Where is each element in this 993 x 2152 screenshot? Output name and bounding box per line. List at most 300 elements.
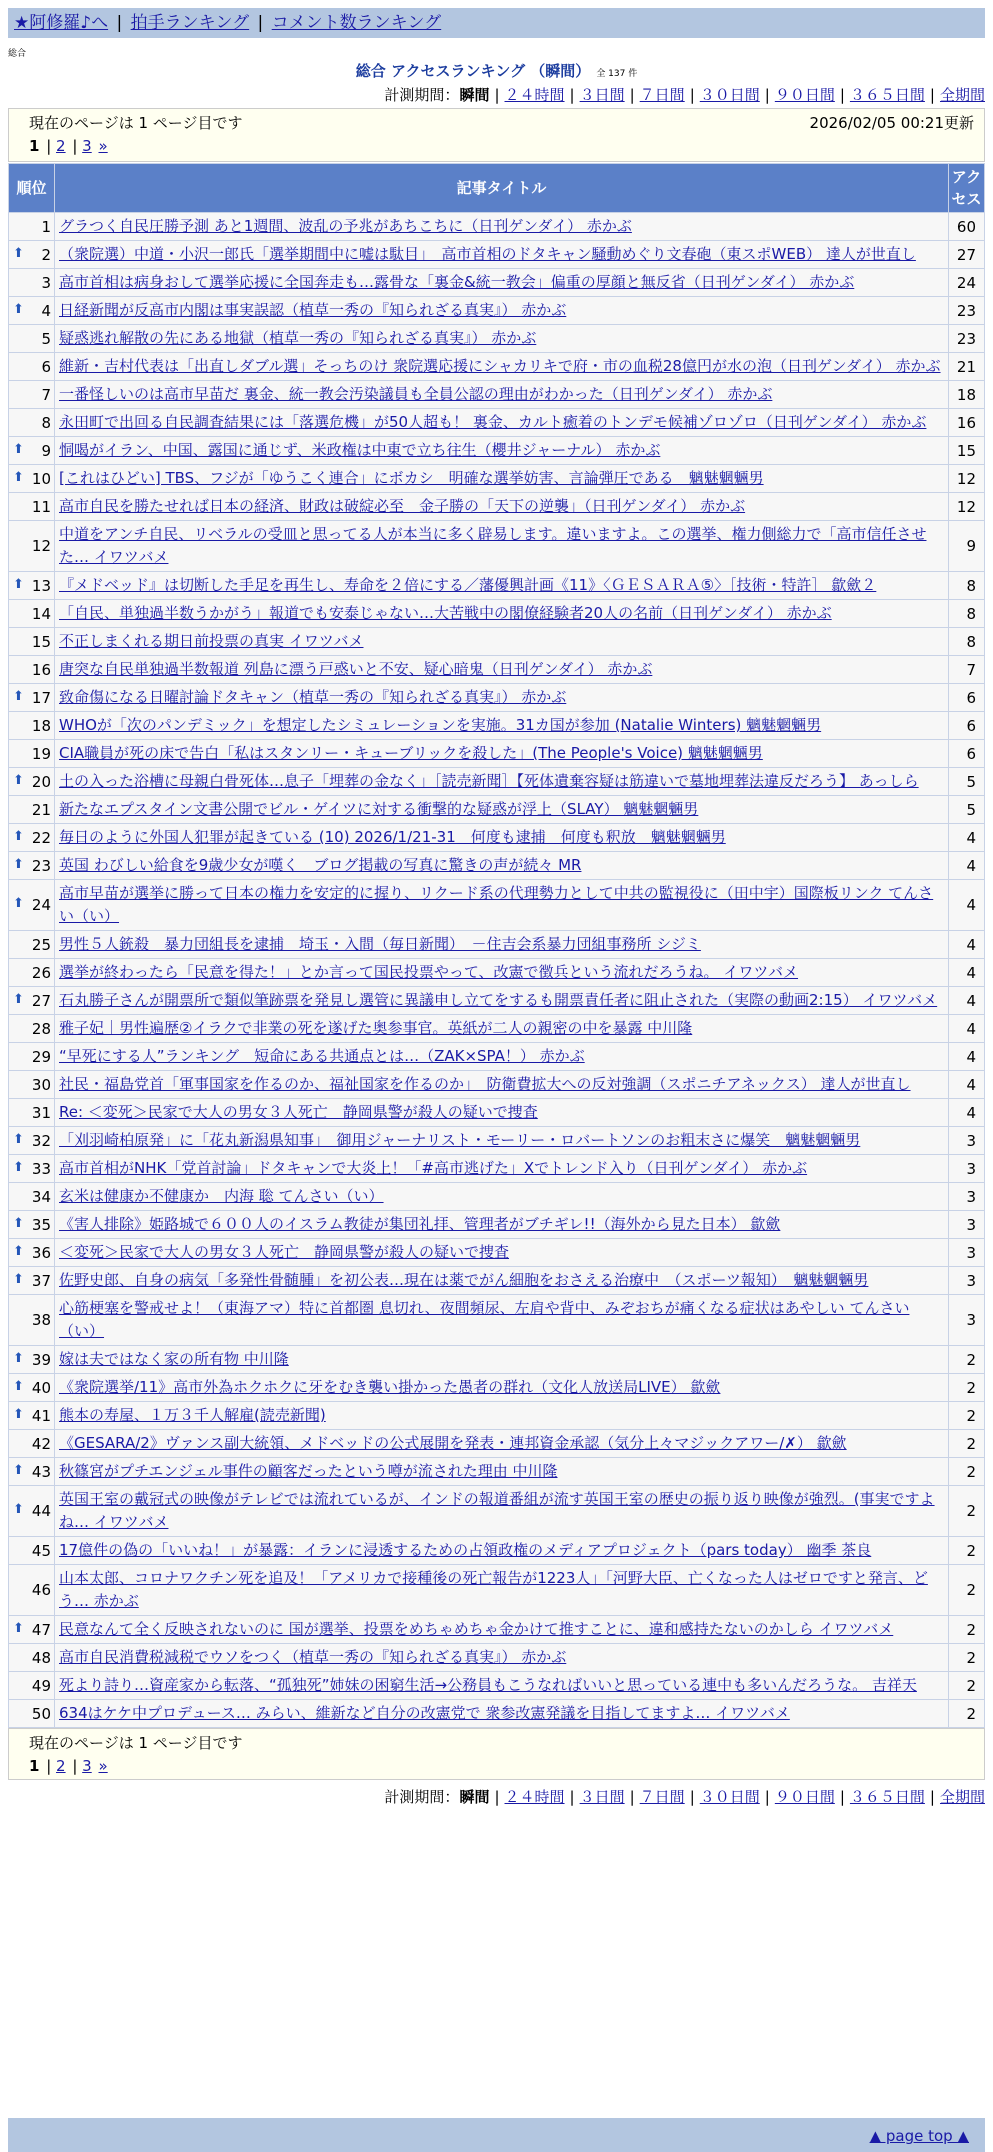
article-link[interactable]: 《害人排除》姫路城で６００人のイスラム教徒が集団礼拝、管理者がブチギレ!!（海外から見た日本） 歙歛 <box>59 1215 781 1233</box>
access-count: 3 <box>949 1239 985 1267</box>
table-row <box>9 381 985 409</box>
title-header: 記事タイトル <box>55 164 949 213</box>
access-count: 18 <box>949 381 985 409</box>
separator: | <box>929 86 935 104</box>
up-arrow-icon: ⬆ <box>13 1215 24 1231</box>
article-link[interactable]: 致命傷になる日曜討論ドタキャン（植草一秀の『知られざる真実』） 赤かぶ <box>59 688 567 706</box>
up-arrow-icon: ⬆ <box>13 1620 24 1636</box>
table-row <box>9 824 985 852</box>
rank-cell <box>9 325 55 353</box>
table-row <box>9 1043 985 1071</box>
table-row <box>9 1183 985 1211</box>
article-link[interactable]: 17億件の偽の「いいね！」が暴露：イランに浸透するための占領政権のメディアプロジェクト（pars today） 幽季 茶良 <box>59 1541 872 1559</box>
table-row <box>9 1486 985 1537</box>
pager-next[interactable]: » <box>98 137 108 155</box>
rank-number: 31 <box>31 1103 51 1122</box>
access-count: 4 <box>949 987 985 1015</box>
rank-number: 45 <box>31 1541 51 1560</box>
separator: | <box>689 1788 695 1806</box>
rank-number: 24 <box>31 896 51 914</box>
updated-timestamp: 2026/02/05 00:21更新 <box>809 114 974 132</box>
rank-number: 35 <box>31 1215 51 1234</box>
footer-bar <box>8 2118 985 2152</box>
rank-number: 36 <box>31 1243 51 1262</box>
rank-number: 37 <box>31 1271 51 1290</box>
title-cell <box>55 1374 949 1402</box>
access-count: 2 <box>949 1346 985 1374</box>
article-link[interactable]: 秋篠宮がプチエンジェル事件の顧客だったという噂が流された理由 中川隆 <box>59 1462 558 1480</box>
pager-current: 1 <box>29 1757 40 1775</box>
up-arrow-icon: ⬆ <box>13 1502 24 1517</box>
access-count: 60 <box>949 213 985 241</box>
rank-cell <box>9 241 55 269</box>
home-link[interactable]: ★阿修羅♪へ <box>14 13 109 33</box>
title-cell <box>55 353 949 381</box>
title-cell <box>55 381 949 409</box>
table-row <box>9 712 985 740</box>
period-4[interactable]: ３０日間 <box>699 1788 760 1806</box>
article-link[interactable]: 《衆院選挙/11》高市外為ホクホクに牙をむき襲い掛かった愚者の群れ（文化人放送局LIVE） 歙歛 <box>59 1378 721 1396</box>
period-4[interactable]: ３０日間 <box>699 86 760 104</box>
access-count: 2 <box>949 1402 985 1430</box>
pager-link-2[interactable]: 2 <box>56 1757 66 1775</box>
title-cell <box>55 1700 949 1728</box>
access-count: 4 <box>949 880 985 931</box>
title-cell <box>55 959 949 987</box>
period-3[interactable]: ７日間 <box>639 86 685 104</box>
article-link[interactable]: 石丸勝子さんが開票所で類似筆跡票を発見し選管に異議申し立てをするも開票責任者に阻止された（実際の動画2:15） イワツバメ <box>59 991 938 1009</box>
article-link[interactable]: 恫喝がイラン、中国、露国に通じず、米政権は中東で立ち往生（櫻井ジャーナル） 赤かぶ <box>59 441 661 459</box>
article-link[interactable]: 《GESARA/2》ヴァンス副大統領、メドベッドの公式展開を発表・連邦資金承認（気分上々マジックアワー/✗） 歙歛 <box>59 1434 847 1452</box>
table-row <box>9 1616 985 1644</box>
title-cell <box>55 1346 949 1374</box>
article-link[interactable]: 高市自民を勝たせれば日本の経済、財政は破綻必至 金子勝の「天下の逆襲」（日刊ゲンダイ） 赤かぶ <box>59 497 746 515</box>
rank-cell <box>9 852 55 880</box>
rank-number: 44 <box>31 1502 51 1520</box>
access-count: 3 <box>949 1183 985 1211</box>
article-link[interactable]: 選挙が終わったら「民意を得た！」とか言って国民投票やって、改憲で徴兵という流れだろうね。 イワツバメ <box>59 963 799 981</box>
title-cell <box>55 437 949 465</box>
table-row <box>9 465 985 493</box>
ranking-table <box>8 163 985 1728</box>
access-count: 21 <box>949 353 985 381</box>
title-cell <box>55 1267 949 1295</box>
current-page-text: 現在のページは 1 ページ目です <box>29 114 243 132</box>
rank-cell <box>9 1127 55 1155</box>
period-7[interactable]: 全期間 <box>939 86 985 104</box>
table-row <box>9 325 985 353</box>
article-link[interactable]: 社民・福島党首「軍事国家を作るのか、福祉国家を作るのか」 防衛費拡大への反対強調（スポニチアネックス） 達人が世直し <box>59 1075 911 1093</box>
title-cell <box>55 1402 949 1430</box>
rank-number: 7 <box>41 385 51 404</box>
rank-number: 48 <box>31 1648 51 1667</box>
period-6[interactable]: ３６５日間 <box>849 1788 925 1806</box>
rank-number: 29 <box>31 1047 51 1066</box>
rank-cell <box>9 1239 55 1267</box>
rank-number: 18 <box>31 716 51 735</box>
title-cell <box>55 1486 949 1537</box>
article-link[interactable]: 玄米は健康か不健康か 内海 聡 てんさい（い） <box>59 1187 384 1205</box>
rank-number: 10 <box>31 469 51 488</box>
period-0: 瞬間 <box>459 1788 490 1806</box>
rank-cell <box>9 381 55 409</box>
table-row <box>9 684 985 712</box>
rank-number: 33 <box>31 1159 51 1178</box>
separator: | <box>764 86 770 104</box>
up-arrow-icon: ⬆ <box>13 688 24 704</box>
table-row <box>9 768 985 796</box>
access-count: 2 <box>949 1700 985 1728</box>
separator: | <box>764 1788 770 1806</box>
current-page-text: 現在のページは 1 ページ目です <box>29 1734 243 1752</box>
title-cell <box>55 409 949 437</box>
title-cell <box>55 712 949 740</box>
title-cell <box>55 269 949 297</box>
title-cell <box>55 1295 949 1346</box>
title-cell <box>55 521 949 572</box>
article-link[interactable]: 疑惑逃れ解散の先にある地獄（植草一秀の『知られざる真実』） 赤かぶ <box>59 329 537 347</box>
access-count: 5 <box>949 768 985 796</box>
table-row <box>9 1644 985 1672</box>
rank-cell <box>9 1211 55 1239</box>
period-3[interactable]: ７日間 <box>639 1788 685 1806</box>
pager-box-top <box>8 108 985 162</box>
title-cell <box>55 852 949 880</box>
article-link[interactable]: 不正しまくれる期日前投票の真実 イワツバメ <box>59 632 364 650</box>
rank-number: 41 <box>31 1406 51 1425</box>
up-arrow-icon: ⬆ <box>13 856 24 872</box>
access-count: 3 <box>949 1267 985 1295</box>
rank-cell <box>9 684 55 712</box>
article-link[interactable]: 維新・吉村代表は「出直しダブル選」そっちのけ 衆院選応援にシャカリキで府・市の血税28億円が水の泡（日刊ゲンダイ） 赤かぶ <box>59 357 941 375</box>
comment-ranking-link[interactable]: コメント数ランキング <box>271 13 442 33</box>
article-link[interactable]: 高市首相は病身おして選挙応援に全国奔走も…露骨な「裏金&統一教会」偏重の厚顔と無反省（日刊ゲンダイ） 赤かぶ <box>59 273 855 291</box>
title-cell <box>55 880 949 931</box>
title-cell <box>55 824 949 852</box>
table-row <box>9 1267 985 1295</box>
access-count: 7 <box>949 656 985 684</box>
rank-number: 19 <box>31 744 51 763</box>
title-cell <box>55 572 949 600</box>
access-count: 12 <box>949 465 985 493</box>
table-row <box>9 656 985 684</box>
access-count: 2 <box>949 1486 985 1537</box>
title-cell <box>55 1155 949 1183</box>
rank-cell <box>9 269 55 297</box>
up-arrow-icon: ⬆ <box>13 441 24 457</box>
up-arrow-icon: ⬆ <box>13 1350 24 1366</box>
table-row <box>9 1211 985 1239</box>
table-row <box>9 241 985 269</box>
article-link[interactable]: 民意なんて全く反映されないのに 国が選挙、投票をめちゃめちゃ金かけて推すことに、違和感持たないのかしら イワツバメ <box>59 1620 894 1638</box>
access-count: 2 <box>949 1616 985 1644</box>
article-link[interactable]: ＜変死＞民家で大人の男女３人死亡 静岡県警が殺人の疑いで捜査 <box>59 1243 510 1261</box>
rank-cell <box>9 1430 55 1458</box>
rank-cell <box>9 1565 55 1616</box>
access-count: 3 <box>949 1155 985 1183</box>
table-row <box>9 1700 985 1728</box>
up-arrow-icon: ⬆ <box>13 1378 24 1394</box>
table-row <box>9 493 985 521</box>
separator: | <box>41 137 57 155</box>
article-link[interactable]: 土の入った浴槽に母親白骨死体…息子「埋葬の金なく」［読売新聞］【死体遺棄容疑は筋違いで墓地埋葬法違反だろう】 あっしら <box>59 772 919 790</box>
access-count: 3 <box>949 1211 985 1239</box>
access-count: 6 <box>949 740 985 768</box>
table-row <box>9 1155 985 1183</box>
article-link[interactable]: 中道をアンチ自民、リベラルの受皿と思ってる人が本当に多く辟易します。違いますよ。この選挙、権力側総力で「高市信任させた… イワツバメ <box>59 525 927 566</box>
period-2[interactable]: ３日間 <box>579 86 625 104</box>
up-arrow-icon: ⬆ <box>13 1159 24 1175</box>
article-link[interactable]: 一番怪しいのは高市早苗だ 裏金、統一教会汚染議員も全員公認の理由がわかった（日刊ゲンダイ） 赤かぶ <box>59 385 773 403</box>
period-label: 計測期間： <box>384 86 460 104</box>
article-link[interactable]: 英国 わびしい給食を9歳少女が嘆く ブログ掲載の写真に驚きの声が続々 MR <box>59 856 582 874</box>
rank-cell <box>9 437 55 465</box>
rank-number: 25 <box>31 935 51 954</box>
rank-cell <box>9 656 55 684</box>
article-link[interactable]: 山本太郎、コロナワクチン死を追及！「アメリカで接種後の死亡報告が1223人」「河野大臣、亡くなった人はゼロですと発言、どう… 赤かぶ <box>59 1569 928 1610</box>
article-link[interactable]: CIA職員が死の床で告白「私はスタンリー・キューブリックを殺した」(The People's Voice) 魑魅魍魎男 <box>59 744 763 762</box>
rank-cell <box>9 824 55 852</box>
access-count: 24 <box>949 269 985 297</box>
access-count: 3 <box>949 1127 985 1155</box>
rank-number: 3 <box>41 273 51 292</box>
up-arrow-icon: ⬆ <box>13 828 24 844</box>
table-row <box>9 959 985 987</box>
table-row <box>9 1458 985 1486</box>
access-count: 3 <box>949 1295 985 1346</box>
separator: | <box>494 86 500 104</box>
article-link[interactable]: WHOが「次のパンデミック」を想定したシミュレーションを実施。31カ国が参加 (Natalie Winters) 魑魅魍魎男 <box>59 716 822 734</box>
rank-cell <box>9 1015 55 1043</box>
table-row <box>9 269 985 297</box>
up-arrow-icon: ⬆ <box>13 245 24 261</box>
period-1[interactable]: ２４時間 <box>504 86 565 104</box>
up-arrow-icon: ⬆ <box>13 1243 24 1259</box>
rank-number: 46 <box>31 1581 51 1599</box>
up-arrow-icon: ⬆ <box>13 576 24 592</box>
rank-number: 27 <box>31 991 51 1010</box>
rank-number: 9 <box>41 441 51 460</box>
title-cell <box>55 796 949 824</box>
separator: | <box>116 13 123 33</box>
access-count: 2 <box>949 1374 985 1402</box>
access-count: 23 <box>949 297 985 325</box>
period-selector <box>384 84 985 105</box>
up-arrow-icon: ⬆ <box>13 469 24 485</box>
rank-number: 21 <box>31 800 51 819</box>
title-cell <box>55 1644 949 1672</box>
title-cell <box>55 1672 949 1700</box>
rank-header: 順位 <box>9 164 55 213</box>
article-link[interactable]: 熊本の寿屋、１万３千人解雇(読売新聞) <box>59 1406 326 1424</box>
article-link[interactable]: 男性５人銃殺 暴力団組長を逮捕 埼玉・入間（毎日新聞） －住吉会系暴力団組事務所 シジミ <box>59 935 701 953</box>
pager-box-bottom <box>8 1728 985 1780</box>
access-count: 2 <box>949 1644 985 1672</box>
title-cell <box>55 325 949 353</box>
up-arrow-icon: ⬆ <box>13 772 24 788</box>
period-label: 計測期間： <box>384 1788 460 1806</box>
article-link[interactable]: Re: ＜変死＞民家で大人の男女３人死亡 静岡県警が殺人の疑いで捜査 <box>59 1103 538 1121</box>
period-7[interactable]: 全期間 <box>939 1788 985 1806</box>
table-row <box>9 740 985 768</box>
separator: | <box>839 86 845 104</box>
rank-number: 42 <box>31 1434 51 1453</box>
total-count: 全 137 件 <box>596 69 638 79</box>
page-top-link[interactable]: ▲ page top ▲ <box>869 2127 969 2145</box>
article-link[interactable]: 雅子妃｜男性遍歴②イラクで非業の死を遂げた奥参事官。英紙が二人の親密の中を暴露 中川隆 <box>59 1019 693 1037</box>
article-link[interactable]: 634はケケ中プロデュース… みらい、維新など自分の改憲党で 衆参改憲発議を目指してますよ… イワツバメ <box>59 1704 790 1722</box>
table-row <box>9 931 985 959</box>
rank-cell <box>9 1700 55 1728</box>
access-count: 2 <box>949 1430 985 1458</box>
article-link[interactable]: グラつく自民圧勝予測 あと1週間、波乱の予兆があちこちに（日刊ゲンダイ） 赤かぶ <box>59 217 632 235</box>
separator: | <box>569 86 575 104</box>
rank-cell <box>9 1099 55 1127</box>
article-link[interactable]: 佐野史郎、自身の病気「多発性骨髄腫」を初公表…現在は薬でがん細胞をおさえる治療中 （スポーツ報知） 魑魅魍魎男 <box>59 1271 869 1289</box>
article-link[interactable]: 心筋梗塞を警戒せよ！（東海アマ）特に首都圏 息切れ、夜間頻尿、左肩や背中、みぞおちが痛くなる症状はあやしい てんさい（い） <box>59 1299 910 1340</box>
separator: | <box>929 1788 935 1806</box>
table-row <box>9 1565 985 1616</box>
table-row <box>9 628 985 656</box>
separator: | <box>67 1757 83 1775</box>
title-cell <box>55 1071 949 1099</box>
access-count: 12 <box>949 493 985 521</box>
rank-cell <box>9 628 55 656</box>
table-row <box>9 1099 985 1127</box>
rank-number: 38 <box>31 1311 51 1329</box>
rank-cell <box>9 959 55 987</box>
table-row <box>9 1402 985 1430</box>
rank-cell <box>9 297 55 325</box>
access-count: 4 <box>949 931 985 959</box>
article-link[interactable]: 英国王室の戴冠式の映像がテレビでは流れているが、インドの報道番組が流す英国王室の歴史の振り返り映像が強烈。(事実ですよね… イワツバメ <box>59 1490 935 1531</box>
article-link[interactable]: 『メドベッド』は切断した手足を再生し、寿命を２倍にする／藩優興計画《11》〈ＧＥＳＡＲＡ⑤〉［技術・特許］ 歙歛２ <box>59 576 877 594</box>
rank-number: 4 <box>41 301 51 320</box>
article-link[interactable]: 死より詩り…資産家から転落、“孤独死”姉妹の困窮生活→公務員もこうなればいいと思っている連中も多いんだろうな。 吉祥天 <box>59 1676 917 1694</box>
table-row <box>9 796 985 824</box>
applause-ranking-link[interactable]: 拍手ランキング <box>130 13 250 33</box>
article-link[interactable]: 高市首相がNHK「党首討論」ドタキャンで大炎上！「#高市逃げた」Xでトレンド入り（日刊ゲンダイ） 赤かぶ <box>59 1159 808 1177</box>
title-cell <box>55 1430 949 1458</box>
rank-cell <box>9 1458 55 1486</box>
table-row <box>9 572 985 600</box>
rank-number: 11 <box>31 497 51 516</box>
title-cell <box>55 465 949 493</box>
pager-current: 1 <box>29 137 40 155</box>
table-row <box>9 1295 985 1346</box>
rank-cell <box>9 493 55 521</box>
pager-next[interactable]: » <box>98 1757 108 1775</box>
article-link[interactable]: 「刈羽崎柏原発」に「花丸新潟県知事」 御用ジャーナリスト・モーリー・ロバートソンのお粗末さに爆笑 魑魅魍魎男 <box>59 1131 861 1149</box>
article-link[interactable]: 嫁は夫ではなく家の所有物 中川隆 <box>59 1350 289 1368</box>
article-link[interactable]: 唐突な自民単独過半数報道 列島に漂う戸惑いと不安、疑心暗鬼（日刊ゲンダイ） 赤かぶ <box>59 660 653 678</box>
table-row <box>9 600 985 628</box>
article-link[interactable]: 新たなエプスタイン文書公開でビル・ゲイツに対する衝撃的な疑惑が浮上（SLAY） 魑魅魍魎男 <box>59 800 699 818</box>
title-cell <box>55 1099 949 1127</box>
pager <box>29 1757 110 1775</box>
up-arrow-icon: ⬆ <box>13 1271 24 1287</box>
table-row <box>9 353 985 381</box>
article-link[interactable]: 高市早苗が選挙に勝って日本の権力を安定的に握り、リクード系の代理勢力として中共の監視役に（田中宇）国際板リンク てんさい（い） <box>59 884 934 925</box>
rank-cell <box>9 1402 55 1430</box>
period-6[interactable]: ３６５日間 <box>849 86 925 104</box>
rank-cell <box>9 1537 55 1565</box>
rank-cell <box>9 1267 55 1295</box>
rank-number: 26 <box>31 963 51 982</box>
title-cell <box>55 740 949 768</box>
access-count: 23 <box>949 325 985 353</box>
rank-number: 6 <box>41 357 51 376</box>
rank-cell <box>9 1071 55 1099</box>
period-5[interactable]: ９０日間 <box>774 1788 835 1806</box>
pager <box>29 137 110 155</box>
title-cell <box>55 1127 949 1155</box>
rank-number: 50 <box>31 1704 51 1723</box>
title-cell <box>55 493 949 521</box>
separator: | <box>629 1788 635 1806</box>
pager-link-2[interactable]: 2 <box>56 137 66 155</box>
title-cell <box>55 1211 949 1239</box>
article-link[interactable]: 永田町で出回る自民調査結果には「落選危機」が50人超も！ 裏金、カルト癒着のトンデモ候補ゾロゾロ（日刊ゲンダイ） 赤かぶ <box>59 413 927 431</box>
separator: | <box>689 86 695 104</box>
period-selector-bottom <box>384 1786 985 1807</box>
access-count: 8 <box>949 628 985 656</box>
article-link[interactable]: “早死にする人”ランキング 短命にある共通点とは…（ZAK×SPA！） 赤かぶ <box>59 1047 585 1065</box>
rank-cell <box>9 987 55 1015</box>
article-link[interactable]: （衆院選）中道・小沢一郎氏「選挙期間中に嘘は駄目」 高市首相のドタキャン騒動めぐり文春砲（東スポWEB） 達人が世直し <box>59 245 916 263</box>
separator: | <box>839 1788 845 1806</box>
table-row <box>9 1015 985 1043</box>
access-count: 2 <box>949 1458 985 1486</box>
rank-number: 28 <box>31 1019 51 1038</box>
rank-number: 32 <box>31 1131 51 1150</box>
period-5[interactable]: ９０日間 <box>774 86 835 104</box>
separator: | <box>629 86 635 104</box>
article-link[interactable]: 高市自民消費税減税でウソをつく（植草一秀の『知られざる真実』） 赤かぶ <box>59 1648 567 1666</box>
up-arrow-icon: ⬆ <box>13 1131 24 1147</box>
access-count: 4 <box>949 1071 985 1099</box>
access-count: 2 <box>949 1672 985 1700</box>
rank-cell <box>9 213 55 241</box>
article-link[interactable]: [これはひどい] TBS、フジが「ゆうこく連合」にボカシ 明確な選挙妨害、言論弾圧である 魑魅魍魎男 <box>59 469 764 487</box>
period-1[interactable]: ２４時間 <box>504 1788 565 1806</box>
rank-cell <box>9 600 55 628</box>
rank-number: 17 <box>31 688 51 707</box>
access-header: アクセス <box>949 164 985 213</box>
pager-link-3[interactable]: 3 <box>82 137 92 155</box>
rank-number: 20 <box>31 772 51 791</box>
article-link[interactable]: 日経新聞が反高市内閣は事実誤認（植草一秀の『知られざる真実』） 赤かぶ <box>59 301 567 319</box>
table-row <box>9 1239 985 1267</box>
title-cell <box>55 931 949 959</box>
article-link[interactable]: 「自民、単独過半数うかがう」報道でも安泰じゃない…大苦戦中の閣僚経験者20人の名前（日刊ゲンダイ） 赤かぶ <box>59 604 832 622</box>
rank-cell <box>9 572 55 600</box>
access-count: 27 <box>949 241 985 269</box>
period-2[interactable]: ３日間 <box>579 1788 625 1806</box>
pager-link-3[interactable]: 3 <box>82 1757 92 1775</box>
rank-number: 13 <box>31 576 51 595</box>
rank-number: 30 <box>31 1075 51 1094</box>
rank-number: 1 <box>41 217 51 236</box>
rank-cell <box>9 796 55 824</box>
title-cell <box>55 768 949 796</box>
separator: | <box>67 137 83 155</box>
article-link[interactable]: 毎日のように外国人犯罪が起きている (10) 2026/1/21-31 何度も逮捕 何度も釈放 魑魅魍魎男 <box>59 828 726 846</box>
table-row <box>9 987 985 1015</box>
rank-cell <box>9 521 55 572</box>
table-row <box>9 1127 985 1155</box>
rank-cell <box>9 1374 55 1402</box>
